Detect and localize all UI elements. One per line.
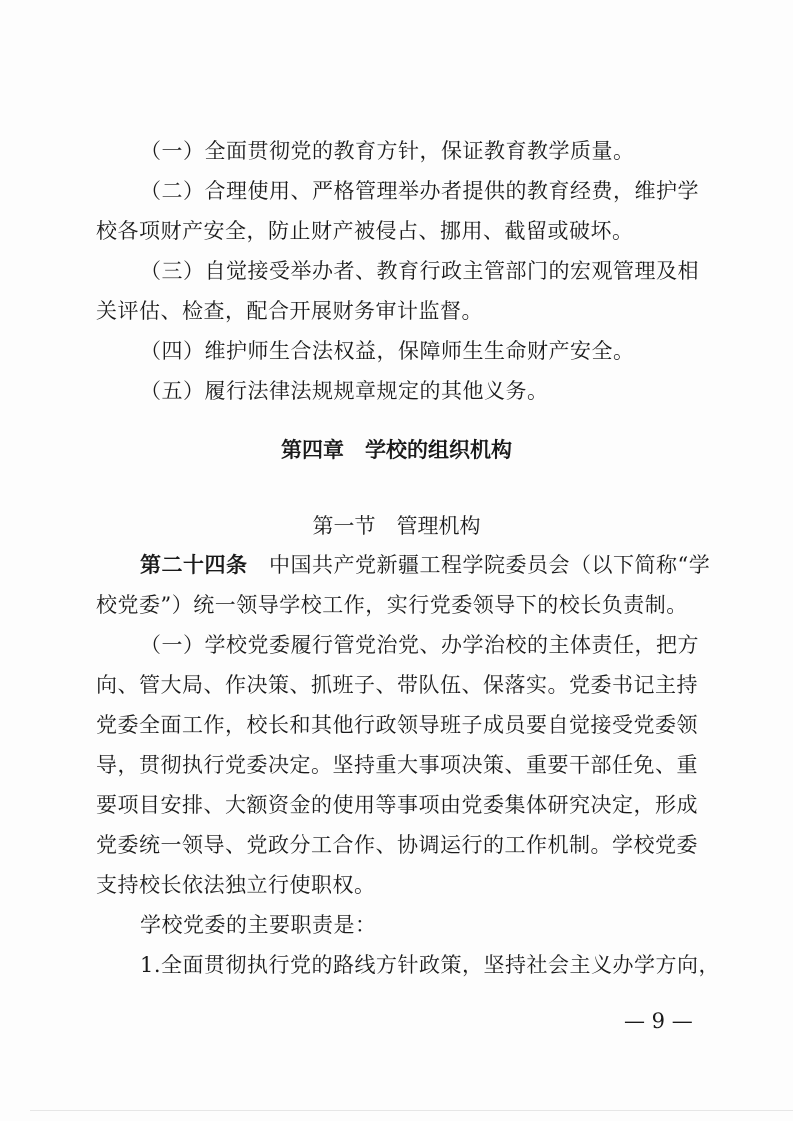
obligation-2-line-1: （二）合理使用、严格管理举办者提供的教育经费，维护学 bbox=[140, 179, 699, 203]
paragraph-line: 导，贯彻执行党委决定。坚持重大事项决策、重要干部任免、重 bbox=[96, 753, 698, 777]
paragraph-line: 支持校长依法独立行使职权。 bbox=[96, 873, 376, 897]
article-24-text: 中国共产党新疆工程学院委员会（以下简称“学 bbox=[247, 553, 711, 577]
paragraph-line: 向、管大局、作决策、抓班子、带队伍、保落实。党委书记主持 bbox=[96, 673, 698, 697]
obligation-3-line-2: 关评估、检查，配合开展财务审计监督。 bbox=[96, 299, 483, 323]
article-24-line-2: 校党委”）统一领导学校工作，实行党委领导下的校长负责制。 bbox=[96, 593, 688, 617]
obligation-3-line-1: （三）自觉接受举办者、教育行政主管部门的宏观管理及相 bbox=[140, 259, 699, 283]
obligation-1: （一）全面贯彻党的教育方针，保证教育教学质量。 bbox=[140, 139, 635, 163]
obligation-5: （五）履行法律法规规章规定的其他义务。 bbox=[140, 379, 549, 403]
obligation-4: （四）维护师生合法权益，保障师生生命财产安全。 bbox=[140, 339, 635, 363]
obligation-2-line-2: 校各项财产安全，防止财产被侵占、挪用、截留或破坏。 bbox=[96, 219, 634, 243]
article-24-line-1 bbox=[140, 550, 710, 580]
paragraph-line: （一）学校党委履行管党治党、办学治校的主体责任，把方 bbox=[140, 633, 699, 657]
paragraph-line: 党委全面工作，校长和其他行政领导班子成员要自觉接受党委领 bbox=[96, 713, 698, 737]
page-number: — 9 — bbox=[624, 1009, 693, 1033]
paragraph-line: 党委统一领导、党政分工合作、协调运行的工作机制。学校党委 bbox=[96, 833, 698, 857]
paragraph-line: 要项目安排、大额资金的使用等事项由党委集体研究决定，形成 bbox=[96, 793, 698, 817]
scan-edge-divider bbox=[30, 1110, 793, 1111]
duties-intro: 学校党委的主要职责是： bbox=[140, 913, 377, 937]
article-24-label: 第二十四条 bbox=[140, 553, 248, 577]
chapter-title: 第四章 学校的组织机构 bbox=[281, 438, 512, 462]
duty-1: 1.全面贯彻执行党的路线方针政策，坚持社会主义办学方向， bbox=[140, 953, 721, 977]
section-title: 第一节 管理机构 bbox=[312, 514, 481, 538]
